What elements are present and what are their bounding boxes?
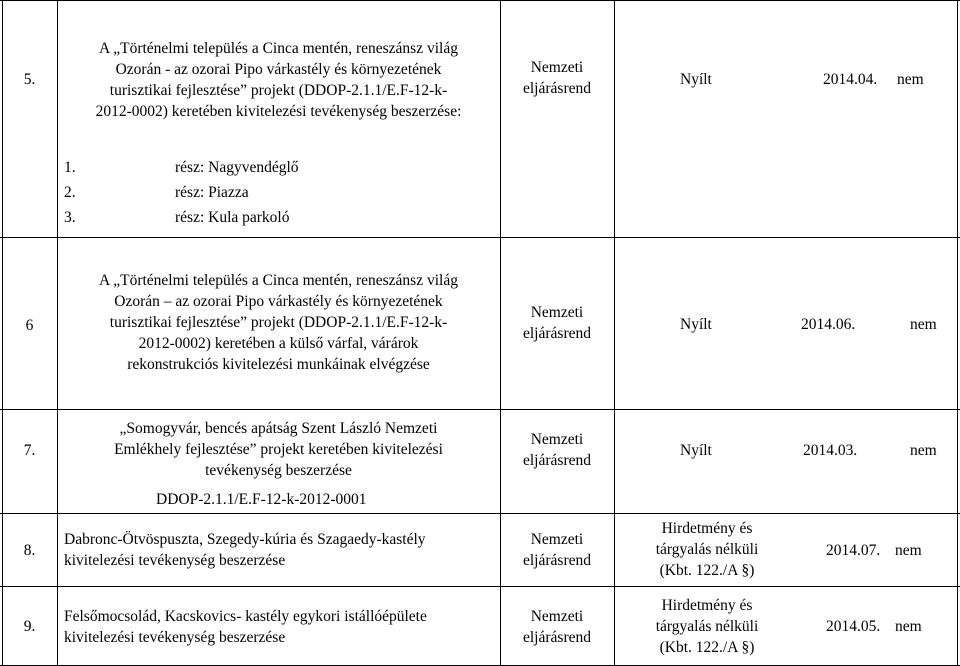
procedure-type-line: (Kbt. 122./A §) [659, 562, 755, 579]
procedure-regime: eljárásrend [523, 325, 591, 342]
flag: nem [895, 618, 922, 635]
procedure-regime: eljárásrend [523, 452, 591, 469]
description-line: A „Történelmi település a Cinca mentén, reneszánsz világ [99, 272, 458, 289]
part-number: 3. [64, 209, 76, 226]
procedure-type-line: (Kbt. 122./A §) [659, 639, 755, 656]
description-line: 2012-0002) keretében a külső várfal, várárok [138, 335, 419, 352]
row-number: 6 [25, 317, 34, 334]
part-label: rész: Kula parkoló [175, 209, 290, 226]
procedure-type: Nyílt [680, 316, 712, 333]
row-border-8-9 [0, 586, 960, 587]
description-line: rekonstrukciós kivitelezési munkáinak elvégzése [127, 356, 430, 373]
description-line: kivitelezési tevékenység beszerzése [64, 552, 286, 569]
row-border-top [0, 0, 960, 1]
date: 2014.07. [826, 542, 881, 559]
description-line: A „Történelmi település a Cinca mentén, reneszánsz világ [99, 40, 458, 57]
procedure-regime: Nemzeti [530, 531, 584, 548]
flag: nem [910, 316, 937, 333]
procedure-regime: Nemzeti [530, 59, 584, 76]
description-line: Felsőmocsolád, Kacskovics- kastély egykori istállóépülete [64, 608, 427, 625]
description-line: kivitelezési tevékenység beszerzése [64, 629, 286, 646]
row-border-5-6 [0, 237, 960, 238]
part-number: 2. [64, 184, 76, 201]
procedure-type-line: tárgyalás nélküli [655, 541, 759, 558]
part-number: 1. [64, 159, 76, 176]
flag: nem [910, 442, 937, 459]
date: 2014.05. [826, 618, 881, 635]
procedure-type-line: tárgyalás nélküli [655, 618, 759, 635]
description-line: Ozorán – az ozorai Pipo várkastély és környezetének [114, 293, 443, 310]
description-line: „Somogyvár, bencés apátság Szent László Nemzeti [119, 420, 438, 437]
procedure-regime: eljárásrend [523, 629, 591, 646]
row-number: 8. [23, 542, 36, 559]
row-border-7-8 [0, 513, 960, 514]
project-code: DDOP-2.1.1/E.F-12-k-2012-0001 [156, 491, 367, 508]
date: 2014.03. [803, 442, 858, 459]
procedure-regime: Nemzeti [530, 431, 584, 448]
description-line: Ozorán - az ozorai Pipo várkastély és környezetének [115, 61, 442, 78]
procedure-type-line: Hirdetmény és [661, 520, 753, 537]
part-label: rész: Nagyvendéglő [175, 159, 299, 176]
row-border-6-7 [0, 409, 960, 410]
procedure-type-line: Hirdetmény és [661, 597, 753, 614]
procedure-type: Nyílt [680, 442, 712, 459]
procedure-type: Nyílt [680, 71, 712, 88]
row-number: 5. [23, 71, 36, 88]
description-line: tevékenység beszerzése [205, 462, 352, 479]
row-number: 9. [23, 618, 36, 635]
row-number: 7. [23, 442, 36, 459]
description-line: 2012-0002) keretében kivitelezési tevékenység beszerzése: [95, 103, 462, 120]
date: 2014.04. [823, 71, 878, 88]
procedure-regime: eljárásrend [523, 80, 591, 97]
description-line: turisztikai fejlesztése” projekt (DDOP-2.1.1/E.F-12-k- [109, 82, 448, 99]
procedure-regime: Nemzeti [530, 304, 584, 321]
description-line: turisztikai fejlesztése” projekt (DDOP-2.1.1/E.F-12-k- [109, 314, 448, 331]
description-line: Dabronc-Ötvöspuszta, Szegedy-kúria és Szagaedy-kastély [64, 531, 426, 548]
procedure-regime: eljárásrend [523, 552, 591, 569]
date: 2014.06. [801, 316, 856, 333]
col-border-right [957, 0, 958, 666]
flag: nem [897, 71, 924, 88]
description-line: Emlékhely fejlesztése” projekt keretében kivitelezési [114, 441, 443, 458]
flag: nem [895, 542, 922, 559]
part-label: rész: Piazza [175, 184, 249, 201]
procedure-regime: Nemzeti [530, 608, 584, 625]
